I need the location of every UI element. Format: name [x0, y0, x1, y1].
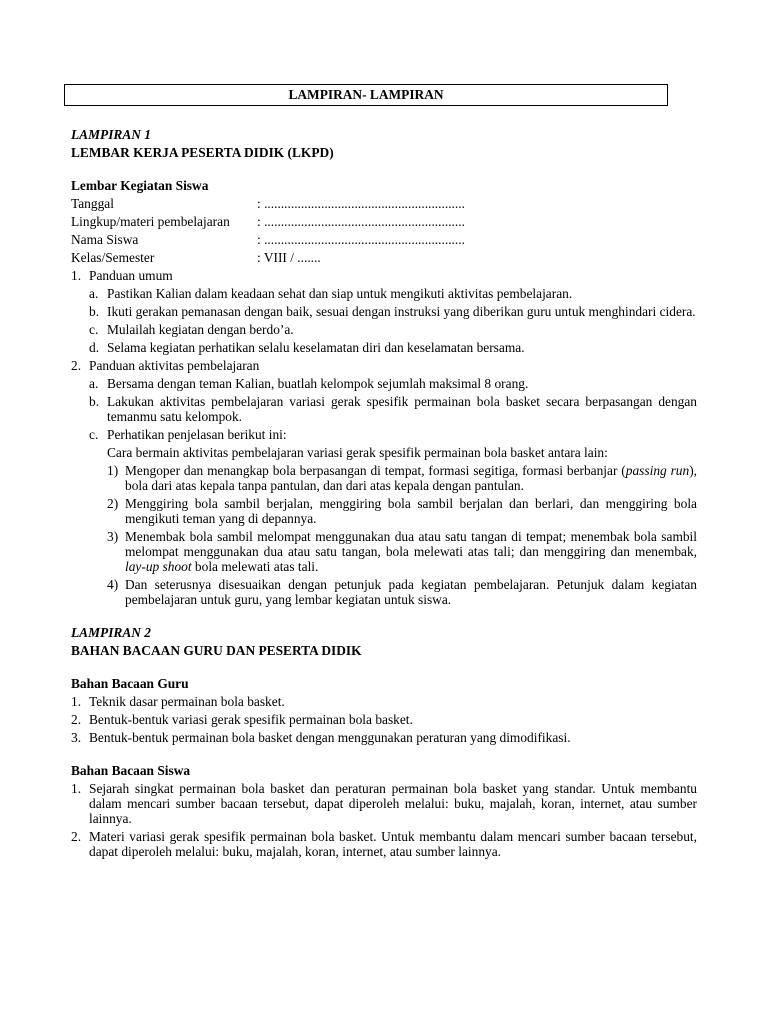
list-marker: 3)	[107, 529, 119, 544]
list-marker: 1.	[71, 268, 82, 283]
list-marker: 2)	[107, 496, 119, 511]
list-item	[71, 427, 697, 442]
list-text	[125, 577, 697, 607]
list-text: Teknik dasar permainan bola basket.	[89, 694, 285, 709]
list-text: Bersama dengan teman Kalian, buatlah kelompok sejumlah maksimal 8 orang.	[107, 376, 529, 391]
list-item	[71, 829, 697, 859]
list-text: Mulailah kegiatan dengan berdo’a.	[107, 322, 294, 337]
lampiran2-heading: BAHAN BACAAN GURU DAN PESERTA DIDIK	[71, 643, 362, 658]
list-marker: b.	[89, 304, 100, 319]
section-title: Panduan umum	[89, 268, 173, 283]
page-title: LAMPIRAN- LAMPIRAN	[64, 84, 668, 106]
list-marker: a.	[89, 376, 99, 391]
lampiran1-subheading: Lembar Kegiatan Siswa	[71, 178, 209, 193]
field-row-materi	[71, 214, 697, 229]
list-marker: 1.	[71, 694, 82, 709]
field-value: : VIII / .......	[257, 250, 321, 265]
field-label: Nama Siswa	[71, 232, 139, 247]
emphasis-term: lay-up shoot	[125, 559, 192, 574]
list-item	[71, 286, 697, 301]
text-part: Mengoper dan menangkap bola berpasangan di tempat, formasi segitiga, formasi berbanjar (	[125, 463, 626, 478]
lampiran2-label: LAMPIRAN 2	[71, 625, 151, 640]
list-marker: 2.	[71, 829, 82, 844]
intro-text: Cara bermain aktivitas pembelajaran variasi gerak spesifik permainan bola basket antara lain:	[107, 445, 608, 460]
text-part: Dan seterusnya disesuaikan dengan petunjuk pada kegiatan pembelajaran. Petunjuk dalam kegiatan pembelajaran untuk guru, yang lembar kegiatan untuk siswa.	[125, 577, 697, 607]
section-panduan-umum	[71, 268, 697, 283]
list-marker: d.	[89, 340, 100, 355]
field-label: Lingkup/materi pembelajaran	[71, 214, 230, 229]
sub-list-item	[71, 496, 697, 526]
section-title: Panduan aktivitas pembelajaran	[89, 358, 260, 373]
list-marker: c.	[89, 322, 99, 337]
list-marker: a.	[89, 286, 99, 301]
list-text: Pastikan Kalian dalam keadaan sehat dan siap untuk mengikuti aktivitas pembelajaran.	[107, 286, 573, 301]
lampiran1-label: LAMPIRAN 1	[71, 127, 151, 142]
list-marker: 1.	[71, 781, 82, 796]
list-text	[125, 463, 697, 493]
field-label: Tanggal	[71, 196, 114, 211]
text-part: ), bola dari atas kepala tanpa pantulan, dan dari atas kepala dengan pantulan.	[125, 463, 697, 493]
sub-list-item	[71, 529, 697, 574]
field-value: : ............................................................	[257, 232, 465, 247]
field-value: : ............................................................	[257, 196, 465, 211]
text-part: bola melewati atas tali.	[191, 559, 319, 574]
list-text: Perhatikan penjelasan berikut ini:	[107, 427, 287, 442]
list-marker: 2.	[71, 712, 82, 727]
field-value: : ............................................................	[257, 214, 465, 229]
list-text	[125, 496, 697, 526]
list-text: Bentuk-bentuk variasi gerak spesifik permainan bola basket.	[89, 712, 413, 727]
list-item	[71, 730, 697, 745]
list-item	[71, 781, 697, 826]
list-text: Lakukan aktivitas pembelajaran variasi gerak spesifik permainan bola basket secara berpasangan dengan temanmu satu kelompok.	[107, 394, 697, 424]
emphasis-term: passing run	[625, 463, 690, 478]
list-text: Selama kegiatan perhatikan selalu keselamatan diri dan keselamatan bersama.	[107, 340, 525, 355]
list-item	[71, 340, 697, 355]
list-marker: b.	[89, 394, 100, 409]
sub-list-item	[71, 463, 697, 493]
section-panduan-aktivitas	[71, 358, 697, 373]
list-item	[71, 694, 697, 709]
text-part: Menggiring bola sambil berjalan, menggiring bola sambil berjalan dan berlari, dan menggiring bola mengikuti teman yang di depannya.	[125, 496, 697, 526]
list-marker: 3.	[71, 730, 82, 745]
list-marker: 4)	[107, 577, 119, 592]
list-marker: 2.	[71, 358, 82, 373]
field-row-nama-siswa	[71, 232, 697, 247]
list-text: Ikuti gerakan pemanasan dengan baik, sesuai dengan instruksi yang diberikan guru untuk menghindari cidera.	[107, 304, 696, 319]
list-item	[71, 376, 697, 391]
list-marker: 1)	[107, 463, 119, 478]
bahan-bacaan-siswa-title: Bahan Bacaan Siswa	[71, 763, 191, 778]
document-content	[71, 127, 697, 859]
sub-list-item	[71, 577, 697, 607]
list-item	[71, 712, 697, 727]
list-item	[71, 304, 697, 319]
field-row-kelas-semester	[71, 250, 697, 265]
list-text: Sejarah singkat permainan bola basket dan peraturan permainan bola basket yang standar. Untuk membantu dalam mencari sumber bacaan tersebut, dapat diperoleh melalui: buku, majalah, koran, internet, atau sumber lainnya.	[89, 781, 697, 826]
list-text: Materi variasi gerak spesifik permainan bola basket. Untuk membantu dalam mencari sumber bacaan tersebut, dapat diperoleh melalui: buku, majalah, koran, internet, atau sumber lainnya.	[89, 829, 697, 859]
bahan-bacaan-guru-title: Bahan Bacaan Guru	[71, 676, 189, 691]
lampiran1-heading: LEMBAR KERJA PESERTA DIDIK (LKPD)	[71, 145, 334, 160]
list-item	[71, 394, 697, 424]
list-marker: c.	[89, 427, 99, 442]
list-item	[71, 322, 697, 337]
field-label: Kelas/Semester	[71, 250, 155, 265]
text-part: Menembak bola sambil melompat menggunakan dua atau satu tangan di tempat; menembak bola sambil melompat menggunakan dua atau satu tangan, bola melewati atas tali; dan menggiring dan menembak,	[125, 529, 697, 559]
field-row-tanggal	[71, 196, 697, 211]
list-text: Bentuk-bentuk permainan bola basket dengan menggunakan peraturan yang dimodifikasi.	[89, 730, 571, 745]
list-text	[125, 529, 697, 574]
